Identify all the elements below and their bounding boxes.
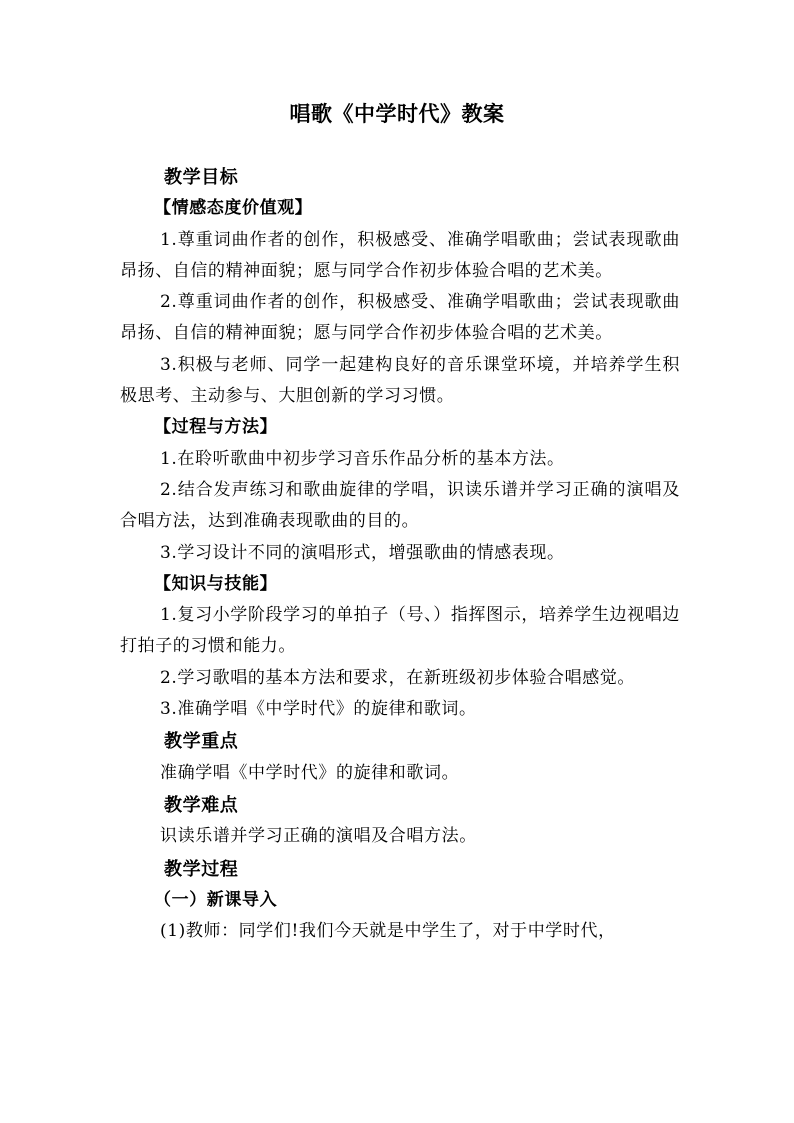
skills-item: 2.学习歌唱的基本方法和要求，在新班级初步体验合唱感觉。: [160, 667, 636, 688]
process-item: 3.学习设计不同的演唱形式，增强歌曲的情感表现。: [160, 542, 565, 563]
skills-item: 3.准确学唱《中学时代》的旋律和歌词。: [160, 699, 477, 720]
intro-text: (1)教师：同学们!我们今天就是中学生了，对于中学时代，: [160, 921, 616, 942]
key-points-heading: 教学重点: [164, 731, 239, 753]
process-heading: 【过程与方法】: [154, 417, 278, 438]
process-item: 2.结合发声练习和歌曲旋律的学唱，识读乐谱并学习正确的演唱及合唱方法，达到准确表现歌曲的目的。: [120, 479, 680, 532]
key-points-text: 准确学唱《中学时代》的旋律和歌词。: [160, 762, 460, 783]
difficulty-heading: 教学难点: [164, 794, 239, 816]
emotion-item: 2.尊重词曲作者的创作，积极感受、准确学唱歌曲；尝试表现歌曲昂扬、自信的精神面貌；愿与同学合作初步体验合唱的艺术美。: [120, 292, 680, 344]
process-item: 1.在聆听歌曲中初步学习音乐作品分析的基本方法。: [160, 448, 565, 469]
procedure-heading: 教学过程: [164, 858, 239, 880]
emotion-item: 3.积极与老师、同学一起建构良好的音乐课堂环境，并培养学生积极思考、主动参与、大胆创新的学习习惯。: [120, 354, 680, 407]
skills-item: 1.复习小学阶段学习的单拍子（号、）指挥图示，培养学生边视唱边打拍子的习惯和能力。: [120, 605, 680, 657]
document-body: [120, 162, 680, 947]
emotion-heading: 【情感态度价值观】: [154, 198, 313, 219]
intro-heading: （一）新课导入: [154, 889, 278, 910]
emotion-item: 1.尊重词曲作者的创作，积极感受、准确学唱歌曲；尝试表现歌曲昂扬、自信的精神面貌；愿与同学合作初步体验合唱的艺术美。: [120, 229, 680, 281]
difficulty-text: 识读乐谱并学习正确的演唱及合唱方法。: [160, 826, 477, 847]
page-title: 唱歌《中学时代》教案: [289, 101, 505, 126]
skills-heading: 【知识与技能】: [154, 573, 278, 594]
objectives-heading: 教学目标: [164, 167, 239, 188]
